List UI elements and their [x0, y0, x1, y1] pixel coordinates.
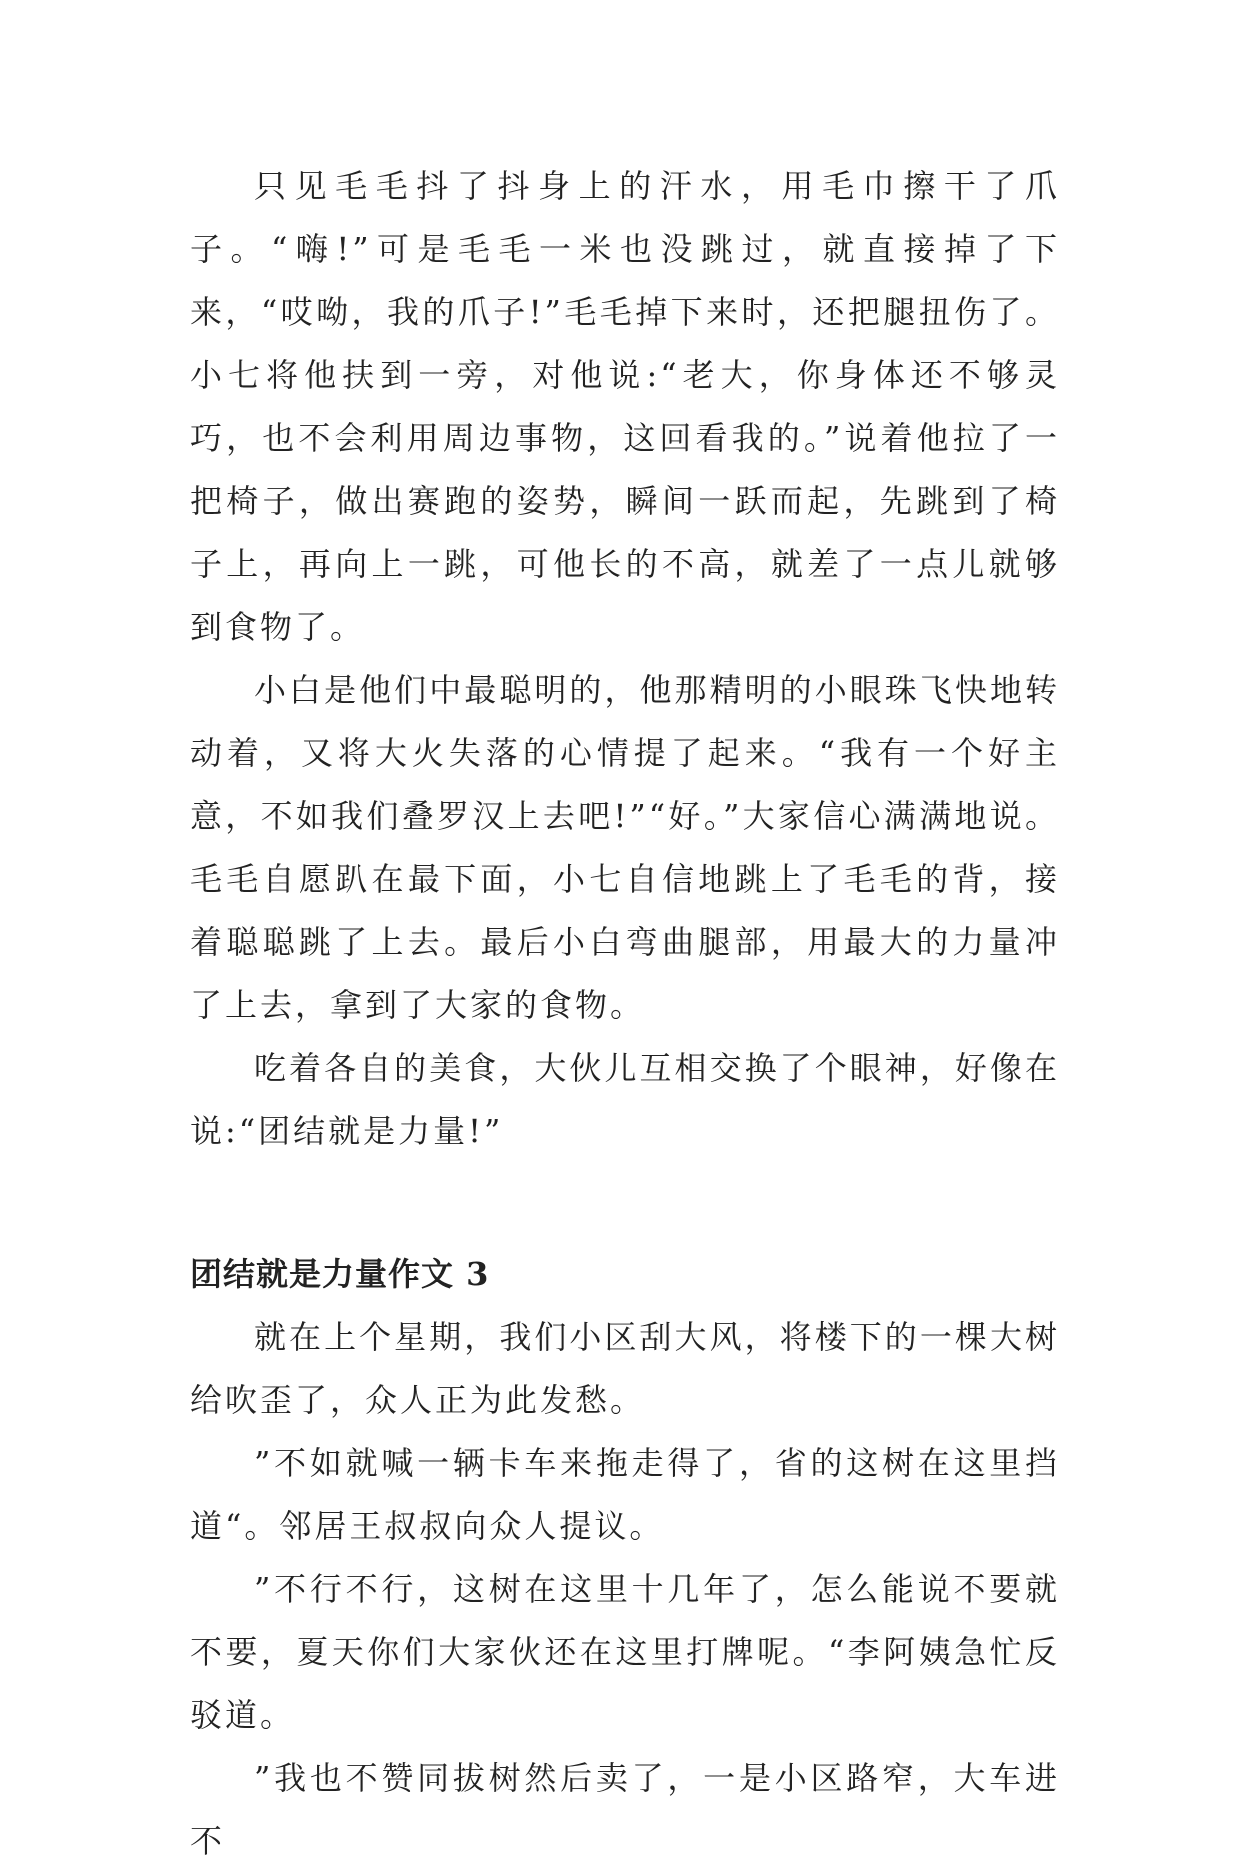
paragraph-1: 只见毛毛抖了抖身上的汗水，用毛巾擦干了爪子。“嗨!”可是毛毛一米也没跳过，就直接掉了下来，“哎呦，我的爪子!”毛毛掉下来时，还把腿扭伤了。小七将他扶到一旁，对他说:“老大，你身体还不够灵巧，也不会利用周边事物，这回看我的。”说着他拉了一把椅子，做出赛跑的姿势，瞬间一跃而起，先跳到了椅子上，再向上一跳，可他长的不高，就差了一点儿就够到食物了。: [190, 167, 1060, 646]
paragraph-7: ”我也不赞同拔树然后卖了，一是小区路窄，大车进不: [190, 1759, 1060, 1860]
paragraph-4: 就在上个星期，我们小区刮大风，将楼下的一棵大树给吹歪了，众人正为此发愁。: [190, 1318, 1060, 1419]
paragraph-3: 吃着各自的美食，大伙儿互相交换了个眼神，好像在说:“团结就是力量!”: [190, 1049, 1060, 1150]
paragraph-2: 小白是他们中最聪明的，他那精明的小眼珠飞快地转动着，又将大火失落的心情提了起来。“我有一个好主意，不如我们叠罗汉上去吧!”“好。”大家信心满满地说。毛毛自愿趴在最下面，小七自信地跳上了毛毛的背，接着聪聪跳了上去。最后小白弯曲腿部，用最大的力量冲了上去，拿到了大家的食物。: [190, 671, 1060, 1024]
paragraph-6: ”不行不行，这树在这里十几年了，怎么能说不要就不要，夏天你们大家伙还在这里打牌呢。“李阿姨急忙反驳道。: [190, 1570, 1060, 1734]
paragraph-5: ”不如就喊一辆卡车来拖走得了，省的这树在这里挡道“。邻居王叔叔向众人提议。: [190, 1444, 1060, 1545]
document-page: [190, 155, 1060, 1873]
section-heading: 团结就是力量作文 3: [190, 1255, 490, 1293]
